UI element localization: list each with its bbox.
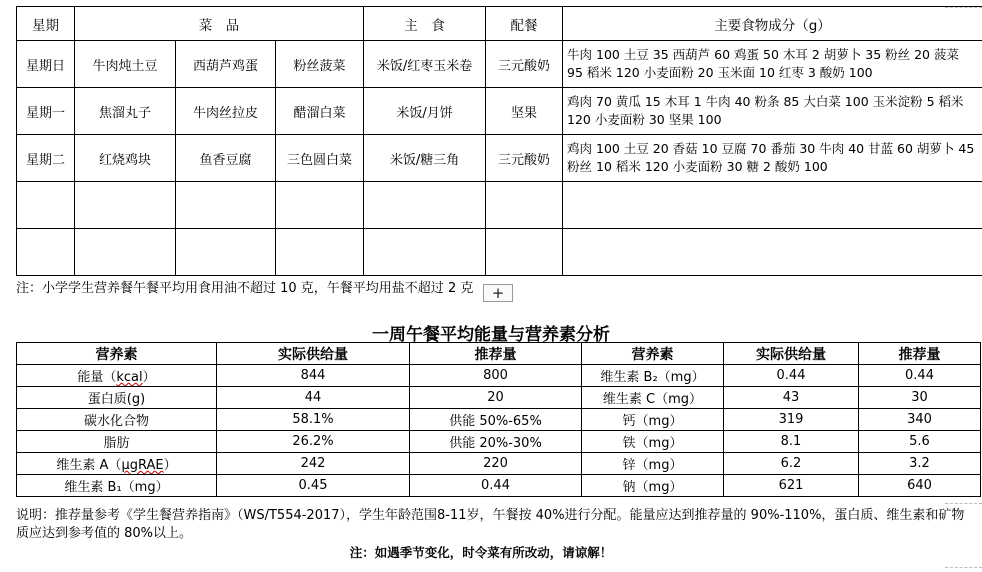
recommended-value[interactable]: 0.44 [859,365,981,387]
nutrient-name[interactable]: 蛋白质(g) [17,387,217,409]
weekday-cell[interactable]: 星期日 [17,41,75,88]
header-nutrient: 营养素 [582,343,724,365]
nutrient-label: 能量（ [77,370,117,385]
empty-cell[interactable] [75,229,176,276]
empty-cell[interactable] [563,229,982,276]
dish-cell[interactable]: 西葫芦鸡蛋 [176,41,276,88]
actual-value[interactable]: 0.45 [217,475,410,497]
header-recommended: 推荐量 [410,343,582,365]
recommended-value[interactable]: 800 [410,365,582,387]
actual-value[interactable]: 844 [217,365,410,387]
recommended-value[interactable]: 0.44 [410,475,582,497]
staple-cell[interactable]: 米饭/糖三角 [364,135,486,182]
add-row-button[interactable]: + [483,284,513,302]
header-actual: 实际供给量 [217,343,410,365]
table-row [17,135,982,182]
actual-value[interactable]: 8.1 [724,431,859,453]
dish-cell[interactable]: 粉丝菠菜 [276,41,364,88]
nutrient-name[interactable]: 维生素 B₁（mg） [17,475,217,497]
nutrient-name[interactable]: 钠（mg） [582,475,724,497]
empty-cell[interactable] [276,229,364,276]
side-cell[interactable]: 三元酸奶 [486,41,563,88]
table-row [17,365,981,387]
nutrient-label-tail: ） [142,370,156,385]
actual-value[interactable]: 6.2 [724,453,859,475]
ingredients-cell[interactable]: 鸡肉 70 黄瓜 15 木耳 1 牛肉 40 粉条 85 大白菜 100 玉米淀粉 5 稻米 120 小麦面粉 30 坚果 100 [563,88,982,135]
page-edge-marker [945,7,982,8]
weekday-cell[interactable]: 星期一 [17,88,75,135]
empty-cell[interactable] [563,182,982,229]
table-row [17,387,981,409]
menu-header-row [17,7,982,41]
table-row [17,475,981,497]
spellcheck-unit: kcal [116,370,143,385]
oil-salt-note: 注：小学学生营养餐午餐平均用食用油不超过 10 克，午餐平均用盐不超过 2 克 [16,281,474,296]
header-recommended: 推荐量 [859,343,981,365]
header-dishes: 菜 品 [75,7,364,41]
dish-cell[interactable]: 牛肉炖土豆 [75,41,176,88]
empty-row [17,229,982,276]
nutrient-name[interactable]: 脂肪 [17,431,217,453]
nutrient-name[interactable]: 铁（mg） [582,431,724,453]
dish-cell[interactable]: 鱼香豆腐 [176,135,276,182]
weekly-menu-table [16,6,982,276]
ingredients-cell[interactable]: 鸡肉 100 土豆 20 香菇 10 豆腐 70 番茄 30 牛肉 40 甘蓝 60 胡萝卜 45 粉丝 10 稻米 120 小麦面粉 30 糖 2 酸奶 100 [563,135,982,182]
table-row [17,41,982,88]
analysis-header-row [17,343,981,365]
spellcheck-unit: μgRAE [121,458,164,473]
recommended-value[interactable]: 供能 20%-30% [410,431,582,453]
empty-cell[interactable] [276,182,364,229]
reference-note: 说明：推荐量参考《学生餐营养指南》（WS/T554-2017），学生年龄范围8-11岁，午餐按 40%进行分配。能量应达到推荐量的 90%-110%，蛋白质、维生素和矿物质应达到参考值的 80%以上。 [16,508,965,541]
dish-cell[interactable]: 醋溜白菜 [276,88,364,135]
table-row [17,431,981,453]
table-row [17,88,982,135]
empty-row [17,182,982,229]
empty-cell[interactable] [486,229,563,276]
page-edge-marker [945,567,982,568]
header-side: 配餐 [486,7,563,41]
ingredients-cell[interactable]: 牛肉 100 土豆 35 西葫芦 60 鸡蛋 50 木耳 2 胡萝卜 35 粉丝 20 菠菜 95 稻米 120 小麦面粉 20 玉米面 10 红枣 3 酸奶 100 [563,41,982,88]
recommended-value[interactable]: 20 [410,387,582,409]
actual-value[interactable]: 58.1% [217,409,410,431]
page-edge-marker [945,503,982,504]
nutrient-name[interactable]: 钙（mg） [582,409,724,431]
nutrient-name[interactable] [17,453,217,475]
empty-cell[interactable] [364,229,486,276]
header-ingredients: 主要食物成分（g） [563,7,982,41]
empty-cell[interactable] [486,182,563,229]
side-cell[interactable]: 三元酸奶 [486,135,563,182]
nutrient-name[interactable]: 维生素 B₂（mg） [582,365,724,387]
staple-cell[interactable]: 米饭/红枣玉米卷 [364,41,486,88]
nutrient-name[interactable] [17,365,217,387]
weekday-cell[interactable]: 星期二 [17,135,75,182]
seasonal-change-note: 注：如遇季节变化，时令菜有所改动，请谅解！ [349,545,613,560]
actual-value[interactable]: 0.44 [724,365,859,387]
empty-cell[interactable] [176,229,276,276]
dish-cell[interactable]: 三色圆白菜 [276,135,364,182]
actual-value[interactable]: 26.2% [217,431,410,453]
header-nutrient: 营养素 [17,343,217,365]
recommended-value[interactable]: 220 [410,453,582,475]
nutrition-analysis-table [16,342,981,497]
recommended-value[interactable]: 5.6 [859,431,981,453]
nutrient-label-tail: ） [163,458,177,473]
empty-cell[interactable] [17,229,75,276]
dish-cell[interactable]: 焦溜丸子 [75,88,176,135]
header-actual: 实际供给量 [724,343,859,365]
nutrient-name[interactable]: 维生素 C（mg） [582,387,724,409]
actual-value[interactable]: 621 [724,475,859,497]
recommended-value[interactable]: 3.2 [859,453,981,475]
table-row [17,453,981,475]
analysis-title: 一周午餐平均能量与营养素分析 [372,325,610,345]
recommended-value[interactable]: 供能 50%-65% [410,409,582,431]
dish-cell[interactable]: 红烧鸡块 [75,135,176,182]
nutrient-name[interactable]: 碳水化合物 [17,409,217,431]
dish-cell[interactable]: 牛肉丝拉皮 [176,88,276,135]
recommended-value[interactable]: 340 [859,409,981,431]
empty-cell[interactable] [75,182,176,229]
header-weekday: 星期 [17,7,75,41]
side-cell[interactable]: 坚果 [486,88,563,135]
recommended-value[interactable]: 30 [859,387,981,409]
actual-value[interactable]: 44 [217,387,410,409]
staple-cell[interactable]: 米饭/月饼 [364,88,486,135]
nutrient-name[interactable]: 锌（mg） [582,453,724,475]
empty-cell[interactable] [17,182,75,229]
table-row [17,409,981,431]
recommended-value[interactable]: 640 [859,475,981,497]
empty-cell[interactable] [176,182,276,229]
actual-value[interactable]: 43 [724,387,859,409]
actual-value[interactable]: 242 [217,453,410,475]
header-staple: 主 食 [364,7,486,41]
nutrient-label: 维生素 A（ [56,458,122,473]
actual-value[interactable]: 319 [724,409,859,431]
empty-cell[interactable] [364,182,486,229]
